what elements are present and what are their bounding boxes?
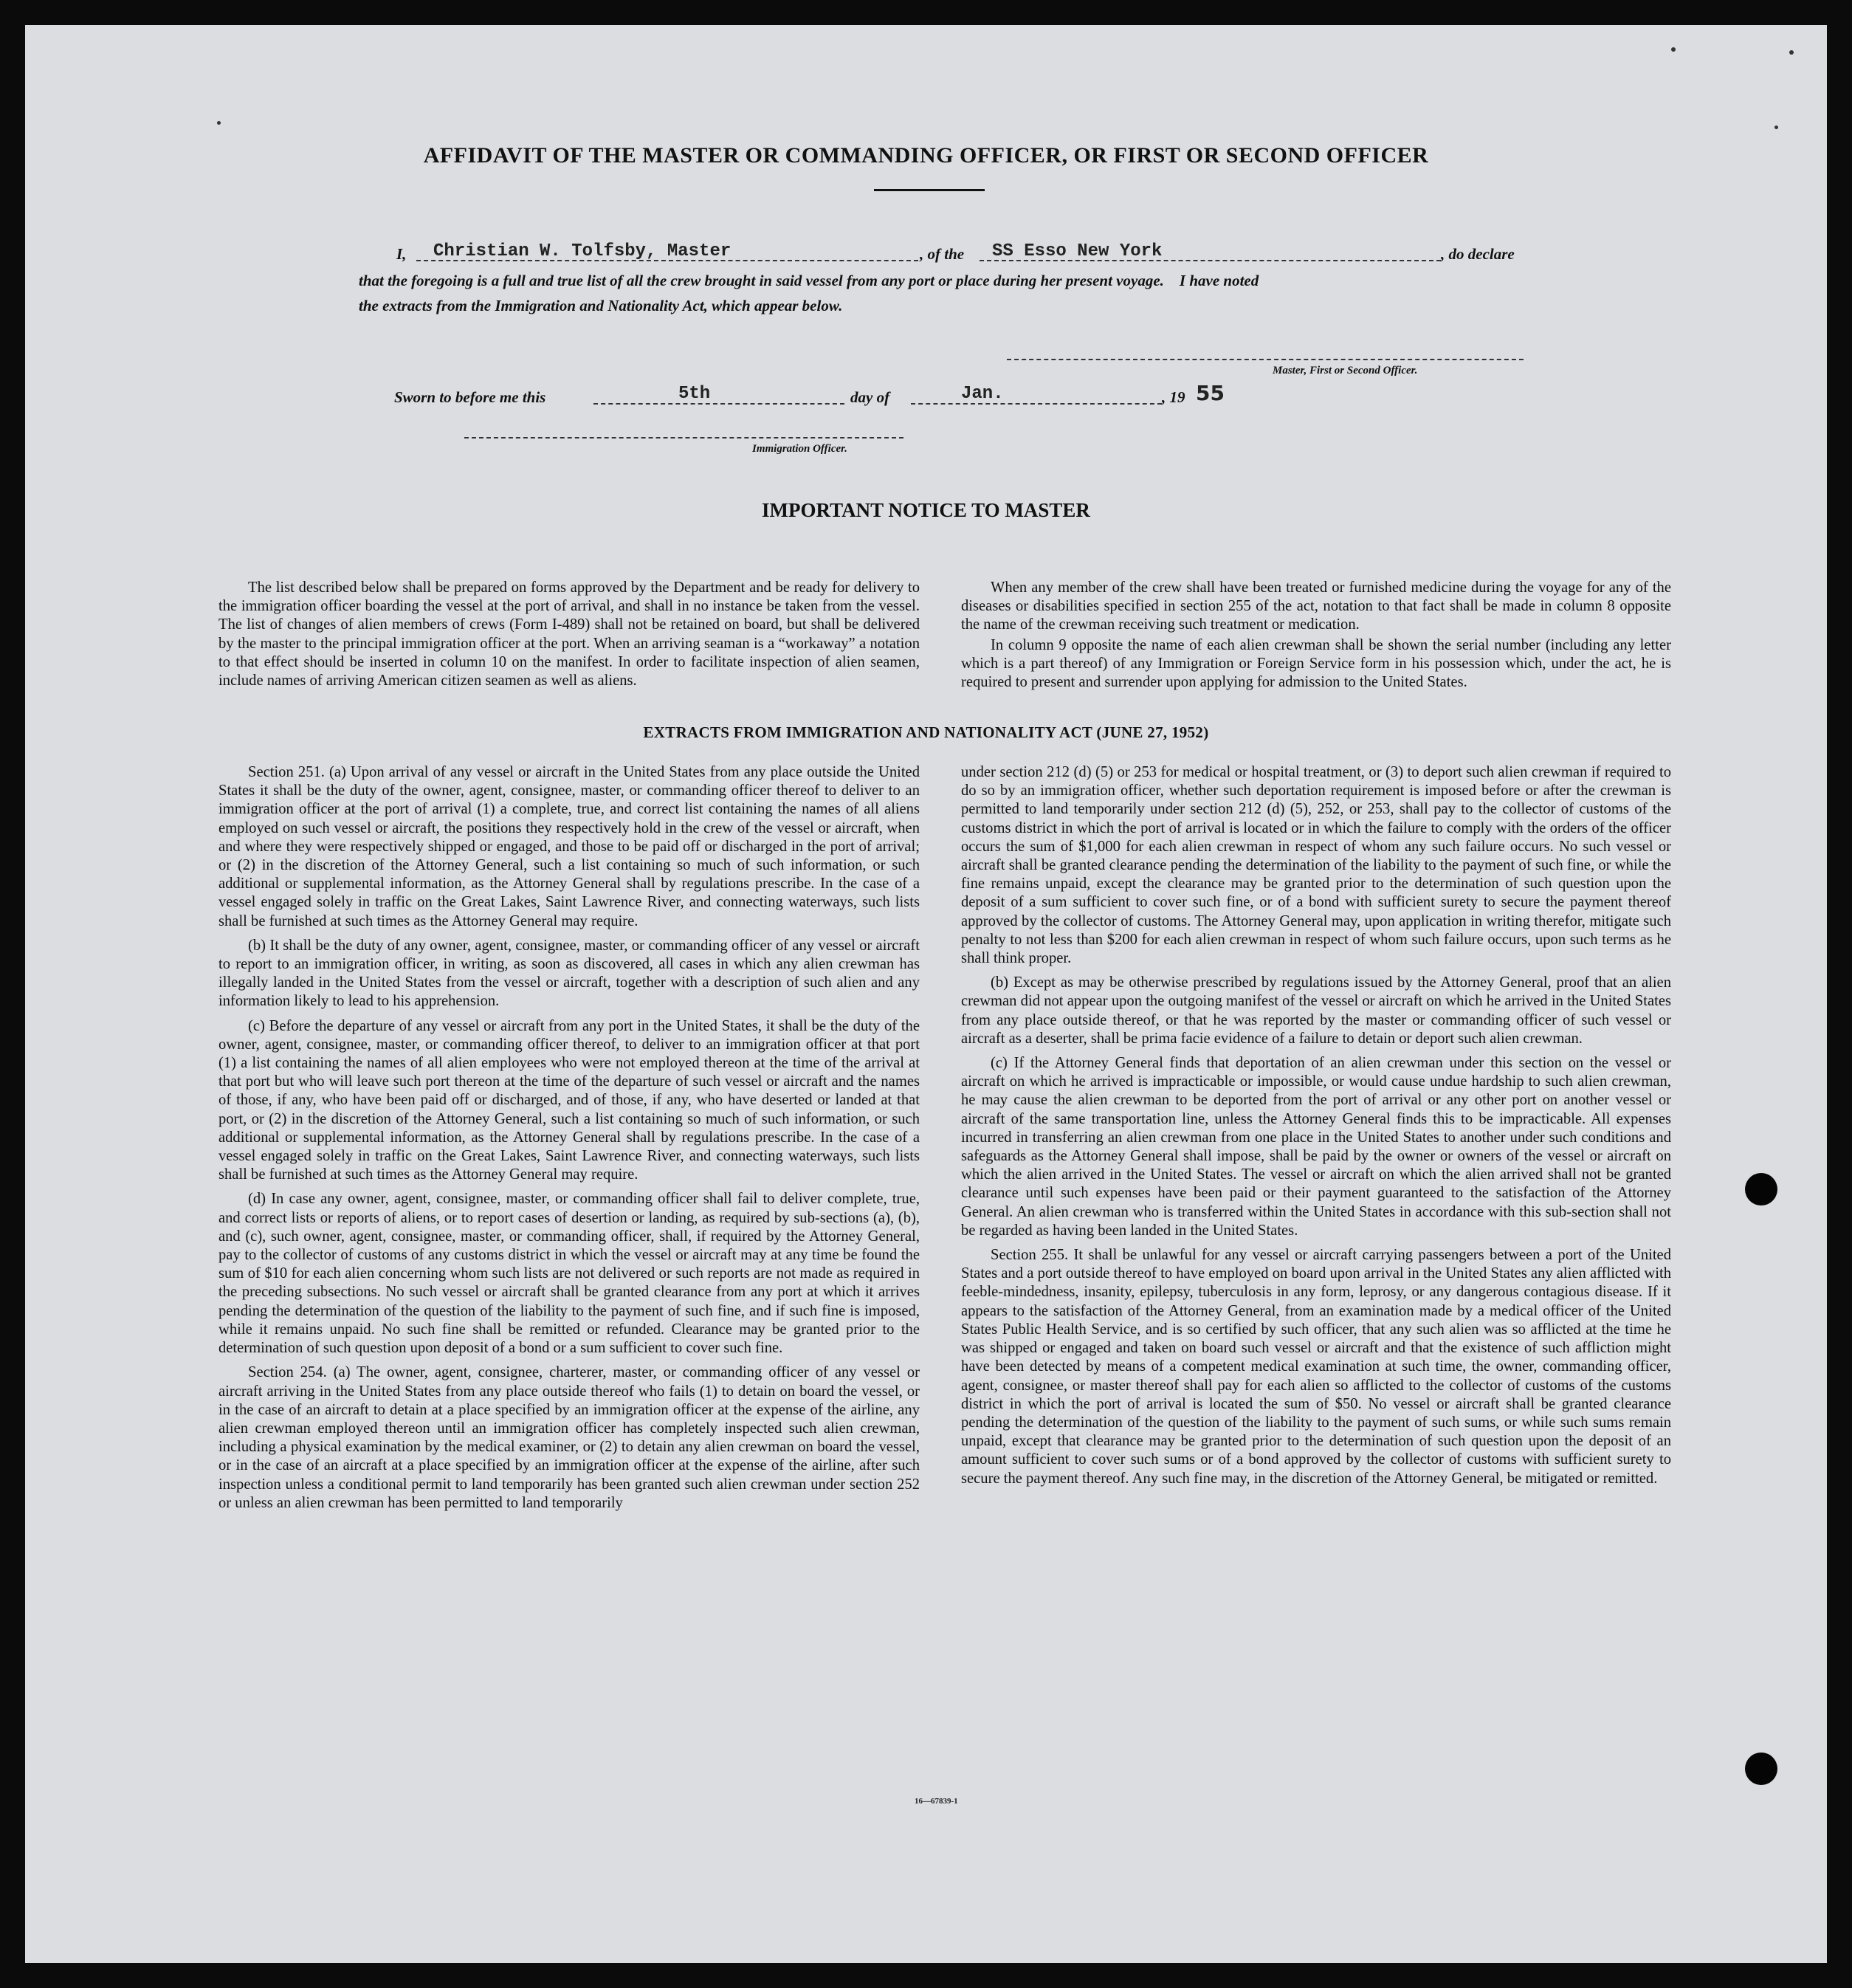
notice-title: IMPORTANT NOTICE TO MASTER [762,499,1090,521]
extract-paragraph: (c) Before the departure of any vessel or aircraft from any port in the United States, it shall be the duty of the owner, agent, consignee, master, or commanding officer thereof, to deliver to an immigration officer at that port (1) a list containing the names of all alien employees who were not employed thereon at the time of the arrival at that port but who will leave such port thereon at the time of the departure of such vessel or aircraft and the names of those, if any, who have been paid off or discharged, and of those, if any, who have deserted or landed at that port, or (2) in the discretion of the Attorney General, such a list containing so much of such information, or such additional or supplemental information, as the Attorney General shall by regulations prescribe. In the case of a vessel engaged solely in traffic on the Great Lakes, Saint Lawrence River, and connecting waterways, such lists shall be furnished at such times as the Attorney General may require. [218,1017,920,1183]
extract-paragraph: Section 251. (a) Upon arrival of any vessel or aircraft in the United States from any place outside the United States it shall be the duty of the owner, agent, consignee, master, or commanding officer thereof to deliver to an immigration officer at the port of arrival (1) a complete, true, and correct list containing the names of all aliens employed on such vessel or aircraft, the positions they respectively hold in the crew of the vessel or aircraft, when and where they were respectively shipped or engaged, and those to be paid off or discharged in the port of arrival; or (2) in the discretion of the Attorney General, such a list containing so much of such information, or such additional or supplemental information, as the Attorney General shall by regulations prescribe. In the case of a vessel engaged solely in traffic on the Great Lakes, Saint Lawrence River, and connecting waterways, such lists shall be furnished at such times as the Attorney General may require. [218,764,920,929]
title-underline [874,189,985,191]
extracts-right-column [961,763,1671,1494]
extracts-left-column [218,763,920,1518]
affidavit-title: AFFIDAVIT OF THE MASTER OR COMMANDING OFFICER, OR FIRST OR SECOND OFFICER [423,143,1429,168]
master-name-value: Christian W. Tolfsby, Master [433,241,731,261]
extract-paragraph: (b) Except as may be otherwise prescribed by regulations issued by the Attorney General, proof that an alien crewman did not appear upon the outgoing manifest of the vessel or aircraft on which he arrived in the United States from any place outside thereof, or that he was reported by the master or commanding officer of such vessel or aircraft as a deserter, shall be prima facie evidence of a failure to detain or deport such alien crewman. [961,974,1671,1047]
extract-paragraph: (c) If the Attorney General finds that deportation of an alien crewman under this section on the vessel or aircraft on which he arrived is impracticable or impossible, or would cause undue hardship to such alien crewman, he may cause the alien crewman to be deported from the port of arrival or any other port on another vessel or aircraft of the same transportation line, unless the Attorney General finds this to be impracticable. All expenses incurred in transferring an alien crewman from one place in the United States to another under such conditions and safeguards as the Attorney General shall impose, shall be paid by the owner or owners of the vessel or aircraft on which the alien arrived in the United States. The vessel or aircraft on which the alien arrived shall not be granted clearance until such expenses have been paid or their payment guaranteed to the satisfaction of the Attorney General. An alien crewman who is transferred within the United States in accordance with this sub-section shall not be regarded as having been landed in the United States. [961,1055,1671,1239]
of-the-label: , of the [920,245,965,263]
sworn-year-value: 55 [1196,381,1225,405]
notice-right-paragraph-1: When any member of the crew shall have been treated or furnished medicine during the voyage for any of the diseases or disabilities specified in section 255 of the act, notation to that fact shall be made in column 8 opposite the name of the crewman receiving such treatment or medication. [961,579,1671,633]
extract-paragraph: (d) In case any owner, agent, consignee, master, or commanding officer shall fail to deliver complete, true, and correct lists or reports of aliens, or to report cases of desertion or landing, as required by sub-sections (a), (b), and (c), such owner, agent, consignee, master, or commanding officer, shall, if required by the Attorney General, pay to the collector of customs of any customs district in which the vessel or aircraft may at any time be found the sum of $10 for each alien concerning whom such lists are not delivered or such reports are not made as required in the preceding subsections. No such vessel or aircraft shall be granted clearance from any port at which it arrives pending the determination of the question of the liability to the payment of such fine, and if such fine is imposed, while it remains unpaid. No such fine shall be remitted or refunded. Clearance may be granted prior to the determination of such question upon deposit of a bond or a sum sufficient to cover such fine. [218,1191,920,1357]
extract-paragraph: under section 212 (d) (5) or 253 for medical or hospital treatment, or (3) to deport such alien crewman if required to do so by an immigration officer, whether such deportation requirement is imposed before or after the crewman is permitted to land temporarily under section 212 (d) (5), 252, or 253, shall pay to the collector of customs of the customs district in which the port of arrival is located or in which the failure to comply with the orders of the officer occurs the sum of $1,000 for each alien crewman in respect of whom any such failure occurs. No such vessel or aircraft shall be granted clearance pending the determination of the liability to the payment of such fine, or while the fine remains unpaid, except the clearance may be granted prior to the determination of such question upon the deposit of a sum sufficient to cover such fine, or of a bond with sufficient surety to secure the payment thereof approved by the collector of customs. The Attorney General may, upon application in writing therefor, mitigate such penalty to not less than $200 for each alien crewman in respect of whom such failure occurs, upon such terms as he shall think proper. [961,764,1671,967]
day-field-line [593,403,844,405]
extracts-title: EXTRACTS FROM IMMIGRATION AND NATIONALITY ACT (JUNE 27, 1952) [643,723,1209,741]
extract-paragraph: Section 254. (a) The owner, agent, consignee, charterer, master, or commanding officer of any vessel or aircraft arriving in the United States from any place outside thereof who fails (1) to detain on board the vessel, or in the case of an aircraft to detain at a place specified by an immigration officer at the expense of the airline, any alien crewman employed thereon until an immigration officer has completely inspected such alien crewman, including a physical examination by the medical examiner, or (2) to detain any alien crewman on board the vessel, or in the case of an aircraft at a place specified by an immigration officer at the expense of the airline, after such inspection unless a conditional permit to land temporarily has been granted such alien crewman under section 252 or unless an alien crewman has been permitted to land temporarily [218,1364,920,1511]
notice-left-paragraph: The list described below shall be prepared on forms approved by the Department and be ready for delivery to the immigration officer boarding the vessel at the port of arrival, and shall in no instance be taken from the vessel. The list of changes of alien members of crews (Form I-489) shall not be retained on board, but shall be delivered by the master to the principal immigration officer at the port. When an arriving seaman is a “workaway” a notation to that effect should be inserted in column 10 on the manifest. In order to facilitate inspection of alien seamen, include names of arriving American citizen seamen as well as aliens. [218,579,920,689]
sworn-prefix: Sworn to before me this [394,388,546,406]
month-field-line [911,403,1162,405]
punch-hole [1745,1753,1777,1785]
day-of-label: day of [850,388,890,406]
declaration-line-3: the extracts from the Immigration and Nationality Act, which appear below. [359,297,843,314]
dust-speck [1789,50,1794,55]
year-prefix: , 19 [1162,388,1185,406]
declaration-prefix: I, [396,245,407,263]
dust-speck [217,121,221,125]
officer-signature-line [464,437,903,438]
vessel-name-value: SS Esso New York [992,241,1163,261]
dust-speck [1671,47,1676,52]
declaration-line-2: that the foregoing is a full and true list of all the crew brought in said vessel from any port or place during her present voyage. I have noted [359,272,1259,289]
punch-hole [1745,1173,1777,1205]
notice-left-column [218,579,920,696]
extract-paragraph: (b) It shall be the duty of any owner, agent, consignee, master, or commanding officer of any vessel or aircraft to report to an immigration officer, in writing, as soon as discovered, all cases in which any alien crewman has illegally landed in the United States from the vessel or aircraft, together with a description of such alien and any information likely to lead to his apprehension. [218,937,920,1010]
sworn-day-value: 5th [678,384,711,404]
document-page [25,25,1827,1963]
dust-speck [1774,125,1778,129]
form-number: 16—67839-1 [915,1797,958,1806]
notice-right-paragraph-2: In column 9 opposite the name of each alien crewman shall be shown the serial number (including any letter which is a part thereof) of any Immigration or Foreign Service form in his possession which, under the act, he is required to present and surrender upon applying for admission to the United States. [961,636,1671,691]
master-signature-label: Master, First or Second Officer. [1273,365,1418,376]
officer-signature-label: Immigration Officer. [752,443,847,455]
notice-right-column [961,579,1671,698]
do-declare-label: , do declare [1441,245,1515,263]
master-signature-line [1007,359,1524,360]
extract-paragraph: Section 255. It shall be unlawful for any vessel or aircraft carrying passengers between a port of the United States and a port outside thereof to have employed on board upon arrival in the United States any alien afflicted with feeble-mindedness, insanity, epilepsy, tuberculosis in any form, leprosy, or any dangerous contagious disease. If it appears to the satisfaction of the Attorney General, from an examination made by a medical officer of the United States Public Health Service, and is so certified by such officer, that any such alien was so afflicted at the time he was shipped or engaged and taken on board such vessel or aircraft and that the existence of such affliction might have been detected by means of a competent medical examination at such time, the owner, commanding officer, agent, consignee, or master thereof shall pay for each alien so afflicted to the collector of customs of the customs district in which the port of arrival is located the sum of $50. No vessel or aircraft shall be granted clearance pending the determination of the question of the liability to the payment of such sums, or while such sums remain unpaid, except that clearance may be granted prior to the determination of such question upon the deposit of an amount sufficient to cover such sums or of a bond approved by the collector of customs with sufficient surety to secure the payment thereof. Any such fine may, in the discretion of the Attorney General, be mitigated or remitted. [961,1247,1671,1487]
sworn-month-value: Jan. [961,384,1004,404]
